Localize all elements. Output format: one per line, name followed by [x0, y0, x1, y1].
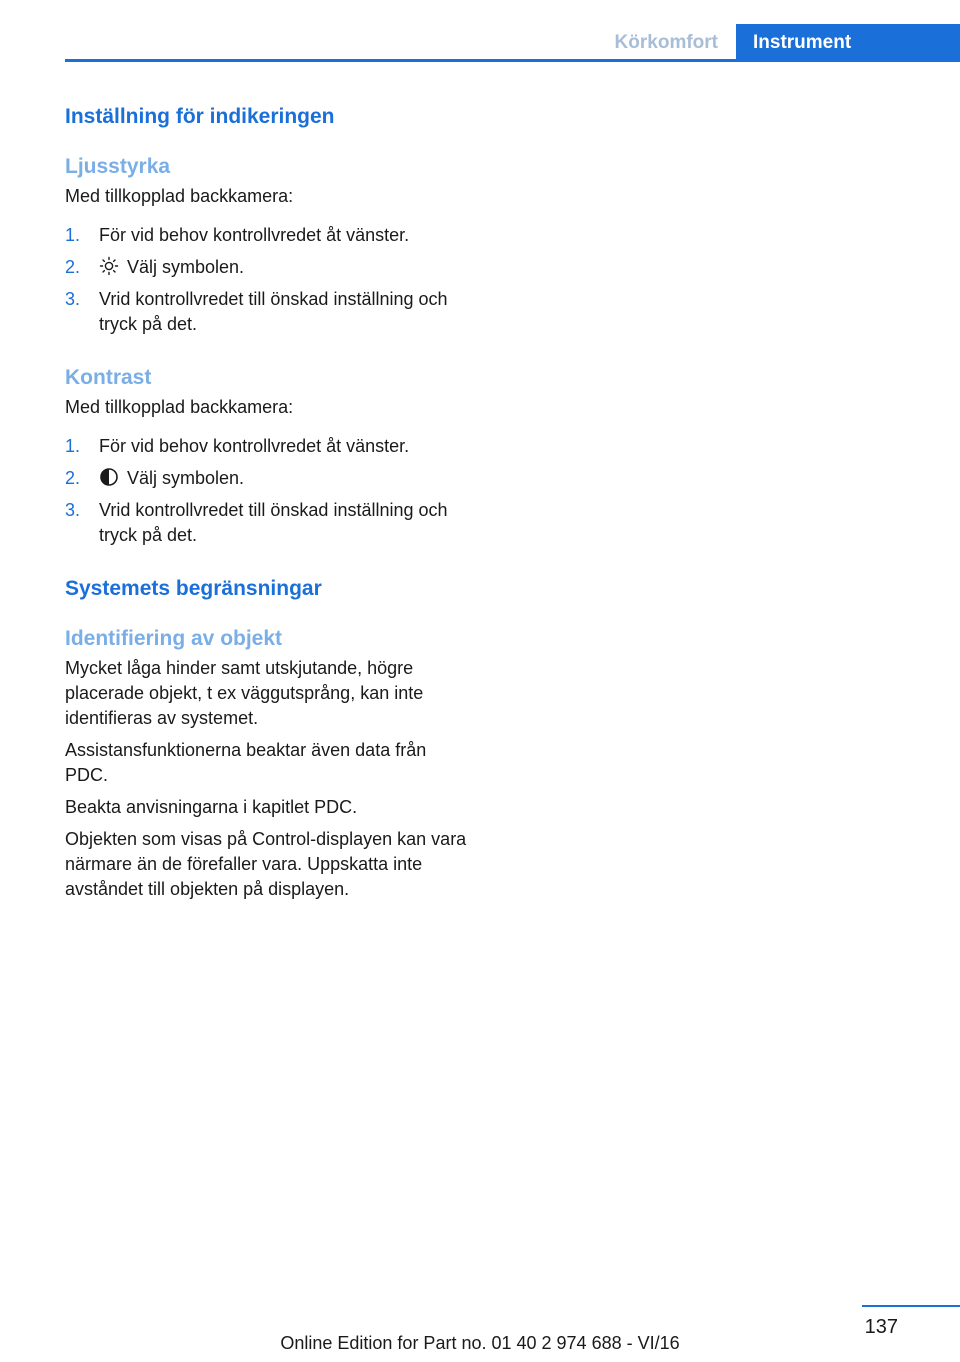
list-item — [65, 287, 467, 337]
heading-system-limits: Systemets begränsningar — [65, 577, 322, 600]
section-tab: Instrument — [736, 24, 960, 62]
step-text: Vrid kontrollvredet till önskad inställning och tryck på det. — [99, 289, 448, 334]
contrast-icon — [99, 467, 119, 487]
step-number: 3. — [65, 500, 81, 520]
step-number: 1. — [65, 436, 81, 456]
step-number: 2. — [65, 257, 81, 277]
step-number: 3. — [65, 289, 81, 309]
brightness-icon — [99, 256, 119, 276]
contrast-intro: Med tillkopplad backkamera: — [65, 397, 294, 417]
chapter-tab: Körkomfort — [614, 32, 718, 53]
step-text: Välj symbolen. — [127, 468, 245, 488]
brightness-intro: Med tillkopplad backkamera: — [65, 186, 294, 206]
paragraph: Assistansfunktionerna beaktar även data från PDC. — [65, 740, 427, 785]
heading-display-settings: Inställning för indikeringen — [65, 105, 335, 128]
list-item — [65, 255, 467, 280]
header-rule — [65, 59, 960, 62]
list-item — [65, 466, 467, 491]
heading-object-detection: Identifiering av objekt — [65, 627, 283, 650]
page-content — [65, 100, 467, 902]
heading-brightness: Ljusstyrka — [65, 155, 171, 178]
contrast-steps — [65, 434, 467, 548]
footer-rule — [862, 1305, 960, 1307]
list-item — [65, 434, 467, 459]
footer-edition: Online Edition for Part no. 01 40 2 974 688 - VI/16 — [280, 1333, 680, 1353]
step-number: 2. — [65, 468, 81, 488]
paragraph: Objekten som visas på Control-displayen kan vara närmare än de förefaller vara. Uppskatta inte avståndet till objekten på displayen. — [65, 829, 467, 899]
paragraph: Mycket låga hinder samt utskjutande, högre placerade objekt, t ex väggutsprång, kan inte identifieras av systemet. — [65, 658, 424, 728]
heading-contrast: Kontrast — [65, 366, 152, 389]
step-text: För vid behov kontrollvredet åt vänster. — [99, 436, 410, 456]
list-item — [65, 223, 467, 248]
brightness-steps — [65, 223, 467, 337]
step-text: Välj symbolen. — [127, 257, 245, 277]
page-number: 137 — [864, 1316, 898, 1338]
step-text: Vrid kontrollvredet till önskad inställning och tryck på det. — [99, 500, 448, 545]
step-number: 1. — [65, 225, 81, 245]
list-item — [65, 498, 467, 548]
paragraph: Beakta anvisningarna i kapitlet PDC. — [65, 797, 358, 817]
header-tabs — [594, 24, 960, 62]
step-text: För vid behov kontrollvredet åt vänster. — [99, 225, 410, 245]
